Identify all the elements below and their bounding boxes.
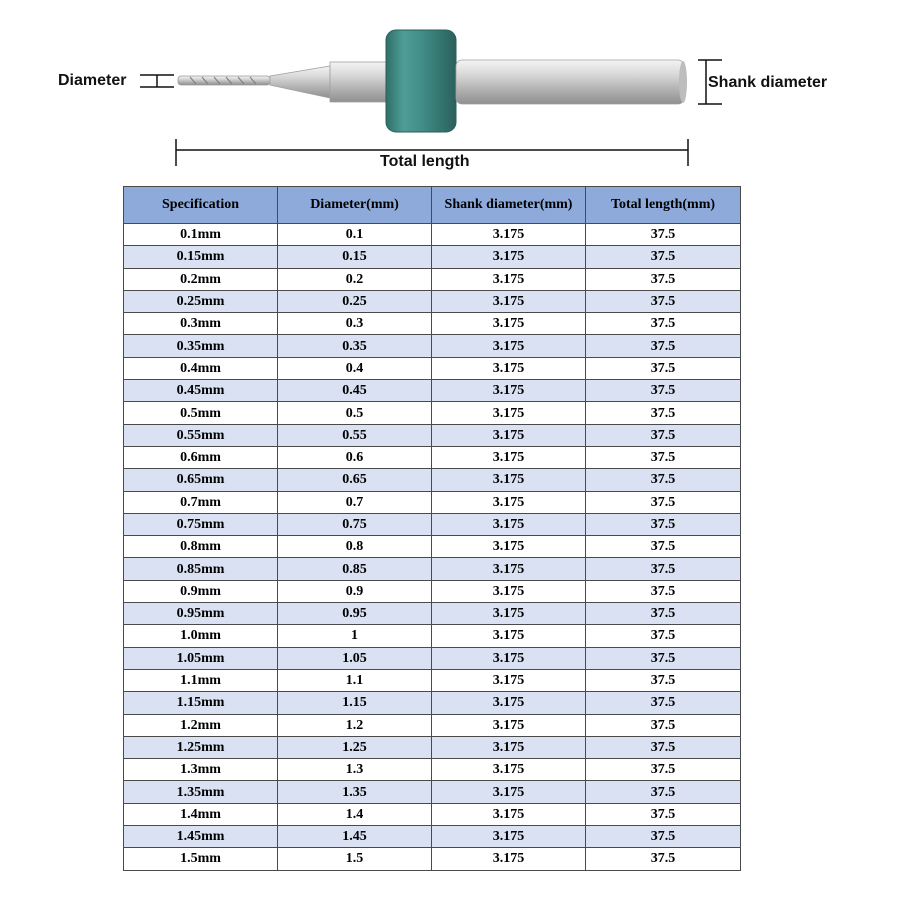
cell-specification: 0.85mm	[124, 558, 278, 580]
cell-specification: 0.7mm	[124, 491, 278, 513]
table-row	[124, 536, 741, 558]
cell-specification: 0.3mm	[124, 313, 278, 335]
cell-total-length: 37.5	[586, 335, 741, 357]
table-row	[124, 402, 741, 424]
cell-diameter: 1.1	[278, 669, 432, 691]
drill-collar	[386, 30, 456, 132]
header-shank-diameter: Shank diameter(mm)	[432, 187, 586, 224]
table-row	[124, 224, 741, 246]
table-body	[124, 224, 741, 871]
cell-total-length: 37.5	[586, 759, 741, 781]
cell-shank-diameter: 3.175	[432, 224, 586, 246]
cell-shank-diameter: 3.175	[432, 669, 586, 691]
diameter-label: Diameter	[58, 72, 127, 89]
cell-shank-diameter: 3.175	[432, 246, 586, 268]
cell-specification: 0.55mm	[124, 424, 278, 446]
cell-total-length: 37.5	[586, 736, 741, 758]
total-length-label: Total length	[380, 153, 470, 170]
cell-diameter: 0.8	[278, 536, 432, 558]
cell-shank-diameter: 3.175	[432, 491, 586, 513]
table-row	[124, 669, 741, 691]
cell-specification: 0.4mm	[124, 357, 278, 379]
cell-diameter: 1.4	[278, 803, 432, 825]
cell-total-length: 37.5	[586, 848, 741, 870]
cell-total-length: 37.5	[586, 647, 741, 669]
cell-total-length: 37.5	[586, 803, 741, 825]
cell-shank-diameter: 3.175	[432, 781, 586, 803]
cell-shank-diameter: 3.175	[432, 848, 586, 870]
cell-diameter: 0.35	[278, 335, 432, 357]
cell-specification: 0.45mm	[124, 380, 278, 402]
header-diameter: Diameter(mm)	[278, 187, 432, 224]
cell-specification: 1.15mm	[124, 692, 278, 714]
table-header-row	[124, 187, 741, 224]
cell-shank-diameter: 3.175	[432, 803, 586, 825]
cell-diameter: 1.45	[278, 826, 432, 848]
cell-specification: 1.4mm	[124, 803, 278, 825]
cell-diameter: 1.25	[278, 736, 432, 758]
cell-diameter: 0.3	[278, 313, 432, 335]
cell-total-length: 37.5	[586, 290, 741, 312]
cell-total-length: 37.5	[586, 714, 741, 736]
cell-diameter: 0.1	[278, 224, 432, 246]
table-row	[124, 647, 741, 669]
cell-diameter: 1.05	[278, 647, 432, 669]
table-row	[124, 803, 741, 825]
cell-specification: 0.95mm	[124, 603, 278, 625]
cell-total-length: 37.5	[586, 424, 741, 446]
cell-specification: 0.5mm	[124, 402, 278, 424]
cell-specification: 0.6mm	[124, 446, 278, 468]
cell-total-length: 37.5	[586, 224, 741, 246]
cell-shank-diameter: 3.175	[432, 424, 586, 446]
cell-specification: 0.9mm	[124, 580, 278, 602]
cell-specification: 0.75mm	[124, 513, 278, 535]
cell-diameter: 0.55	[278, 424, 432, 446]
drill-tip	[178, 62, 386, 102]
cell-shank-diameter: 3.175	[432, 402, 586, 424]
table-row	[124, 513, 741, 535]
cell-total-length: 37.5	[586, 603, 741, 625]
cell-diameter: 0.5	[278, 402, 432, 424]
cell-shank-diameter: 3.175	[432, 736, 586, 758]
cell-shank-diameter: 3.175	[432, 759, 586, 781]
table-row	[124, 692, 741, 714]
cell-specification: 0.25mm	[124, 290, 278, 312]
table-row	[124, 268, 741, 290]
cell-total-length: 37.5	[586, 580, 741, 602]
table-row	[124, 357, 741, 379]
cell-shank-diameter: 3.175	[432, 647, 586, 669]
cell-total-length: 37.5	[586, 826, 741, 848]
cell-diameter: 1.35	[278, 781, 432, 803]
table-row	[124, 246, 741, 268]
cell-diameter: 0.6	[278, 446, 432, 468]
shank-diameter-label: Shank diameter	[708, 74, 828, 91]
cell-shank-diameter: 3.175	[432, 446, 586, 468]
table-row	[124, 558, 741, 580]
cell-specification: 1.5mm	[124, 848, 278, 870]
cell-specification: 1.0mm	[124, 625, 278, 647]
cell-diameter: 1.3	[278, 759, 432, 781]
diameter-bracket	[140, 75, 174, 87]
cell-total-length: 37.5	[586, 781, 741, 803]
header-specification: Specification	[124, 187, 278, 224]
table-row	[124, 625, 741, 647]
cell-total-length: 37.5	[586, 469, 741, 491]
cell-total-length: 37.5	[586, 357, 741, 379]
cell-diameter: 0.4	[278, 357, 432, 379]
table-row	[124, 290, 741, 312]
table-row	[124, 736, 741, 758]
cell-total-length: 37.5	[586, 402, 741, 424]
table-row	[124, 469, 741, 491]
cell-shank-diameter: 3.175	[432, 603, 586, 625]
cell-total-length: 37.5	[586, 246, 741, 268]
table-row	[124, 313, 741, 335]
table-row	[124, 491, 741, 513]
cell-diameter: 1.5	[278, 848, 432, 870]
cell-diameter: 0.95	[278, 603, 432, 625]
cell-total-length: 37.5	[586, 446, 741, 468]
table-row	[124, 714, 741, 736]
cell-total-length: 37.5	[586, 558, 741, 580]
cell-total-length: 37.5	[586, 625, 741, 647]
cell-shank-diameter: 3.175	[432, 380, 586, 402]
cell-shank-diameter: 3.175	[432, 513, 586, 535]
cell-specification: 0.2mm	[124, 268, 278, 290]
cell-diameter: 1.2	[278, 714, 432, 736]
cell-shank-diameter: 3.175	[432, 335, 586, 357]
cell-diameter: 1	[278, 625, 432, 647]
cell-specification: 1.25mm	[124, 736, 278, 758]
cell-specification: 1.05mm	[124, 647, 278, 669]
table-row	[124, 781, 741, 803]
drill-bit-diagram	[0, 0, 900, 180]
cell-shank-diameter: 3.175	[432, 826, 586, 848]
cell-specification: 1.3mm	[124, 759, 278, 781]
cell-diameter: 0.65	[278, 469, 432, 491]
cell-specification: 1.1mm	[124, 669, 278, 691]
cell-diameter: 0.75	[278, 513, 432, 535]
cell-shank-diameter: 3.175	[432, 469, 586, 491]
cell-diameter: 1.15	[278, 692, 432, 714]
cell-shank-diameter: 3.175	[432, 290, 586, 312]
cell-shank-diameter: 3.175	[432, 536, 586, 558]
cell-total-length: 37.5	[586, 491, 741, 513]
cell-diameter: 0.2	[278, 268, 432, 290]
table-row	[124, 826, 741, 848]
table-row	[124, 380, 741, 402]
cell-shank-diameter: 3.175	[432, 625, 586, 647]
cell-shank-diameter: 3.175	[432, 268, 586, 290]
table-row	[124, 580, 741, 602]
cell-diameter: 0.7	[278, 491, 432, 513]
table-row	[124, 759, 741, 781]
cell-diameter: 0.85	[278, 558, 432, 580]
cell-specification: 0.8mm	[124, 536, 278, 558]
header-total-length: Total length(mm)	[586, 187, 741, 224]
cell-specification: 0.35mm	[124, 335, 278, 357]
cell-shank-diameter: 3.175	[432, 357, 586, 379]
cell-total-length: 37.5	[586, 380, 741, 402]
cell-total-length: 37.5	[586, 669, 741, 691]
specification-table	[123, 186, 741, 871]
cell-specification: 1.45mm	[124, 826, 278, 848]
cell-specification: 0.15mm	[124, 246, 278, 268]
drill-shank	[456, 60, 687, 104]
cell-specification: 1.2mm	[124, 714, 278, 736]
cell-total-length: 37.5	[586, 692, 741, 714]
table-row	[124, 603, 741, 625]
table-row	[124, 446, 741, 468]
table-row	[124, 335, 741, 357]
cell-diameter: 0.45	[278, 380, 432, 402]
cell-shank-diameter: 3.175	[432, 580, 586, 602]
cell-shank-diameter: 3.175	[432, 313, 586, 335]
table-row	[124, 424, 741, 446]
cell-diameter: 0.25	[278, 290, 432, 312]
cell-total-length: 37.5	[586, 313, 741, 335]
cell-specification: 0.65mm	[124, 469, 278, 491]
cell-specification: 1.35mm	[124, 781, 278, 803]
cell-shank-diameter: 3.175	[432, 714, 586, 736]
cell-shank-diameter: 3.175	[432, 692, 586, 714]
cell-specification: 0.1mm	[124, 224, 278, 246]
cell-shank-diameter: 3.175	[432, 558, 586, 580]
cell-diameter: 0.9	[278, 580, 432, 602]
cell-total-length: 37.5	[586, 268, 741, 290]
cell-diameter: 0.15	[278, 246, 432, 268]
table-row	[124, 848, 741, 870]
cell-total-length: 37.5	[586, 513, 741, 535]
cell-total-length: 37.5	[586, 536, 741, 558]
